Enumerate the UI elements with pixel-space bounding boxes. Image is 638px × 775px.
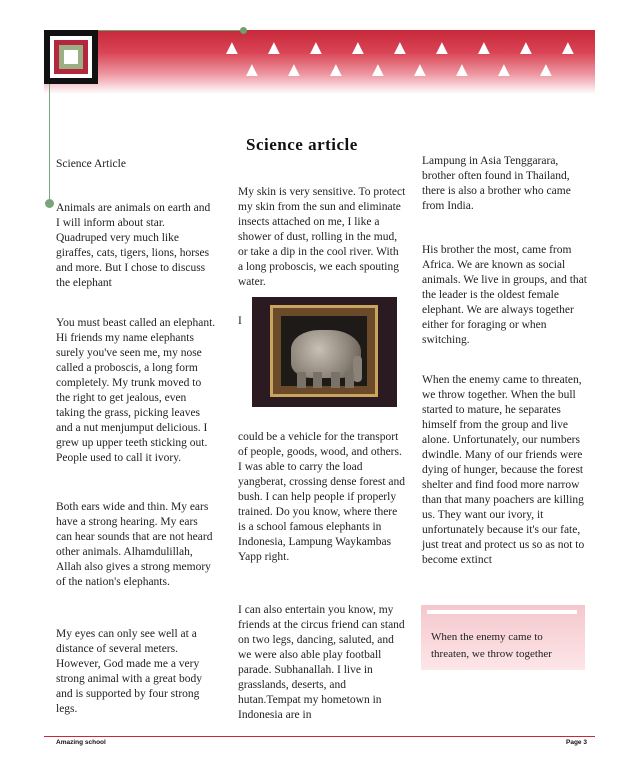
tree-icon: ▲ xyxy=(536,59,556,81)
tree-icon: ▲ xyxy=(432,37,452,59)
tree-icon: ▲ xyxy=(368,59,388,81)
side-rule-dot xyxy=(45,199,54,208)
paragraph: My skin is very sensitive. To protect my skin from the sun and eliminate insects attached on me, I like a shower of dust, rolling in the mud, or take a dip in the cool river. With a long proboscis, we each spouting water. xyxy=(238,186,406,288)
side-rule xyxy=(49,84,50,204)
pull-quote-bar xyxy=(427,610,577,614)
header-banner xyxy=(44,30,595,94)
paragraph-fragment: I xyxy=(238,315,242,327)
paragraph: My eyes can only see well at a distance of several meters. However, God made me a very strong animal with a great body and is supported by four strong legs. xyxy=(56,628,202,715)
tree-icon: ▲ xyxy=(390,37,410,59)
tree-icon: ▲ xyxy=(558,37,578,59)
paragraph: When the enemy came to threaten, we throw together. When the bull started to mature, he separates himself from the group and live alone. Unfortunately, our numbers dwindle. Many of our friends were dying of hunger, because the forest shelter and find food more narrow than that many poachers are killing us. They want our ivory, it unfortunately because it's our fate, just treat and protect us so as not to become extinct xyxy=(422,374,585,566)
header-rule-dot xyxy=(240,27,247,34)
left-column xyxy=(56,157,216,172)
tree-icon: ▲ xyxy=(264,37,284,59)
pull-quote-text: When the enemy came to threaten, we throw together xyxy=(431,631,552,660)
tree-icon: ▲ xyxy=(516,37,536,59)
tree-icon: ▲ xyxy=(474,37,494,59)
pull-quote xyxy=(421,605,585,670)
tree-icon: ▲ xyxy=(222,37,242,59)
tree-icon: ▲ xyxy=(410,59,430,81)
paragraph: could be a vehicle for the transport of people, goods, wood, and others. I was able to carry the load yangberat, crossing dense forest and bush. I can help people if properly trained. Do you know, where there is a school famous elephants in Indonesia, Lampung Waykambas Yapp right. xyxy=(238,431,406,563)
footer-rule xyxy=(44,736,595,737)
paragraph: I can also entertain you know, my friends at the circus friend can stand on two legs, dancing, saluted, and we were also able play football parade. Subhanallah. I live in grasslands, deserts, and hutan.Tempat my hometown in Indonesia are in xyxy=(238,604,405,721)
tree-icon: ▲ xyxy=(242,59,262,81)
paragraph: His brother the most, came from Africa. We are known as social animals. We live in groups, and that the leader is the oldest female elephant. We are always together either for foraging or when switching. xyxy=(422,244,587,346)
paragraph: You must beast called an elephant. Hi friends my name elephants surely you've seen me, my nose called a proboscis, a long form completely. My trunk moved to the right to get jealous, even taking the grass, picking leaves and a nut menjumput delicious. I grew up upper teeth sticking out. People used to call it ivory. xyxy=(56,317,216,464)
tree-icon: ▲ xyxy=(284,59,304,81)
paragraph: Lampung in Asia Tenggarara, brother often found in Thailand, there is also a brother who came from India. xyxy=(422,155,571,212)
paragraph: Animals are animals on earth and I will inform about star. Quadruped very much like giraffes, cats, tigers, lions, horses and more. But I chose to discuss the elephant xyxy=(56,202,211,289)
paragraph: Both ears wide and thin. My ears have a strong hearing. My ears can hear sounds that are not heard other animals. Alhamdulillah, Allah also gives a strong memory of the nation's elephants. xyxy=(56,501,213,588)
elephant-embroidery-image xyxy=(252,297,397,407)
tree-icon: ▲ xyxy=(348,37,368,59)
tree-icon: ▲ xyxy=(452,59,472,81)
tree-icon: ▲ xyxy=(306,37,326,59)
tree-icon: ▲ xyxy=(494,59,514,81)
sidebar-label: Science Article xyxy=(56,158,126,170)
tree-icon: ▲ xyxy=(326,59,346,81)
header-rule xyxy=(98,30,243,31)
page-title: Science article xyxy=(246,135,358,154)
footer-left: Amazing school xyxy=(56,739,106,746)
logo-squares-icon xyxy=(44,30,98,84)
page-number: Page 3 xyxy=(566,739,587,746)
